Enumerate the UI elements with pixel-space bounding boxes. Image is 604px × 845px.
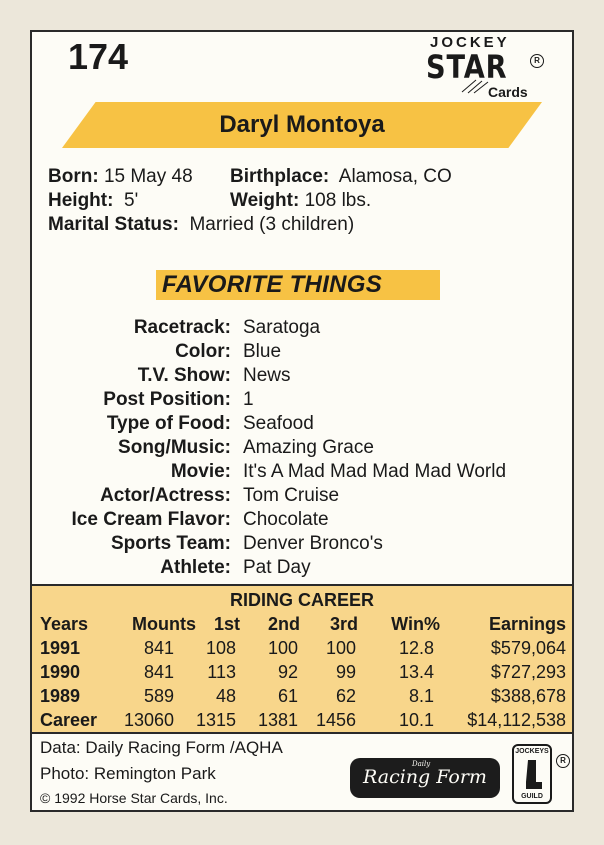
marital-status-value: Married (3 children) [189,214,355,235]
list-item: Actor/Actress: Tom Cruise [100,485,340,506]
table-header-row: Years Mounts 1st 2nd 3rd Win% Earnings [40,614,566,634]
registered-mark-icon: R [530,54,544,68]
jockey-star-logo [420,34,550,100]
list-item: Song/Music: Amazing Grace [118,437,374,458]
list-item: Post Position: 1 [103,389,254,410]
boot-icon [522,758,544,792]
logo-main-text: STAR [426,48,508,86]
weight-value: 108 lbs. [304,190,372,211]
favorites-title: FAVORITE THINGS [162,271,383,298]
table-row: 1991 841 108 100 100 12.8 $579,064 [40,638,566,658]
logo-sub-text: Cards [488,84,528,100]
list-item: T.V. Show: News [137,365,291,386]
table-row: 1989 589 48 61 62 8.1 $388,678 [40,686,566,706]
card-number: 174 [68,36,129,77]
jockey-name: Daryl Montoya [219,111,385,138]
height-label: Height: [48,190,114,211]
copyright-text: © 1992 Horse Star Cards, Inc. [40,790,228,806]
photo-credit-text: Photo: Remington Park [40,764,216,783]
career-title: RIDING CAREER [229,590,374,610]
jockeys-guild-logo: JOCKEYS GUILD [512,744,552,804]
list-item: Sports Team: Denver Bronco's [110,533,383,554]
height-value: 5' [124,190,139,211]
registered-mark-icon: R [556,754,570,768]
birthplace-label: Birthplace: [230,166,330,187]
list-item: Type of Food: Seafood [106,413,314,434]
logo-top-text: JOCKEY [430,34,510,51]
speed-streak-icon [460,78,490,94]
list-item: Racetrack: Saratoga [133,317,321,338]
list-item: Movie: It's A Mad Mad Mad Mad World [170,461,507,482]
marital-status-label: Marital Status: [48,214,179,235]
list-item: Color: Blue [175,341,282,362]
table-row: 1990 841 113 92 99 13.4 $727,293 [40,662,566,682]
born-value: 15 May 48 [103,166,193,187]
trading-card [30,30,574,812]
data-source-text: Data: Daily Racing Form /AQHA [40,738,283,757]
birthplace-value: Alamosa, CO [338,166,452,187]
list-item: Athlete: Pat Day [160,557,311,578]
table-row: Career 13060 1315 1381 1456 10.1 $14,112,538 [40,710,566,730]
riding-career-table [32,584,572,734]
daily-racing-form-logo: Daily Racing Form [350,758,500,798]
weight-label: Weight: [230,190,300,211]
list-item: Ice Cream Flavor: Chocolate [71,509,329,530]
born-label: Born: [48,166,99,187]
